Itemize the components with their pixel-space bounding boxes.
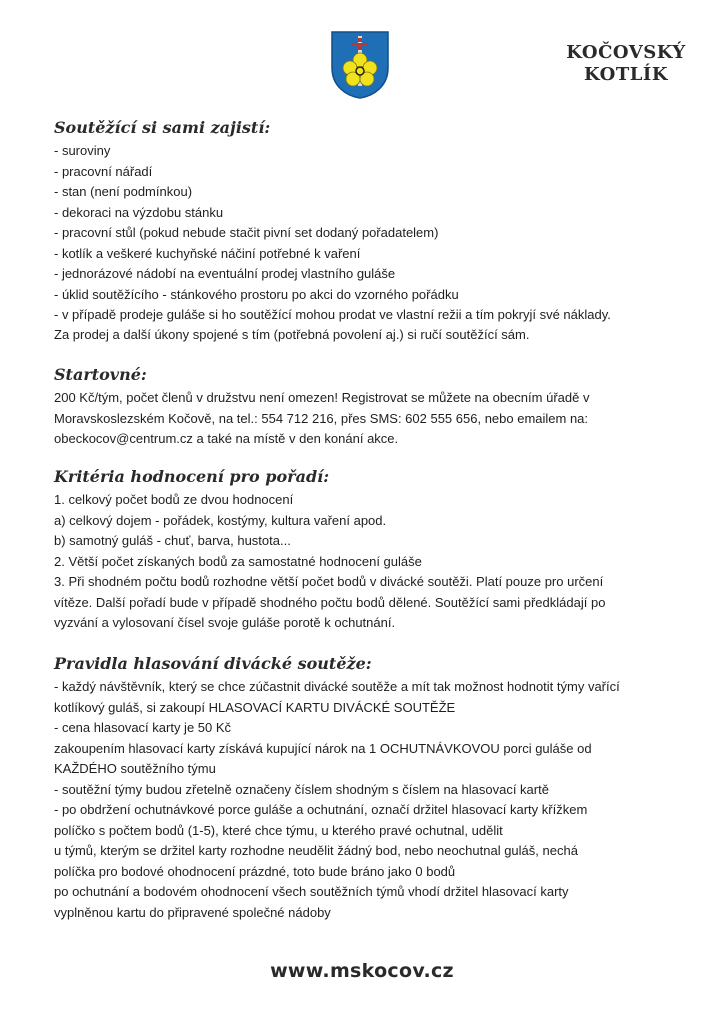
list-item: 3. Při shodném počtu bodů rozhodne větší počet bodů v divácké soutěži. Platí pouze pro určení <box>54 574 604 589</box>
section-entry-fee <box>54 364 694 450</box>
section-heading: Startovné: <box>54 365 147 384</box>
text-line: obeckocov@centrum.cz a také na místě v den konání akce. <box>54 431 399 446</box>
list-item: - po obdržení ochutnávkové porce guláše a ochutnání, označí držitel hlasovací karty křížkem <box>54 802 588 817</box>
list-item: zakoupením hlasovací karty získává kupující nárok na 1 OCHUTNÁVKOVOU porci guláše od <box>54 740 592 756</box>
section-contestant-supplies <box>54 117 694 343</box>
list-item: vyplněnou kartu do připravené společné nádoby <box>54 904 331 920</box>
list-item: KAŽDÉHO soutěžního týmu <box>54 761 216 776</box>
section-heading: Kritéria hodnocení pro pořadí: <box>54 467 330 486</box>
list-item: 2. Větší počet získaných bodů za samostatné hodnocení guláše <box>54 553 422 569</box>
list-item: - úklid soutěžícího - stánkového prostoru po akci do vzorného pořádku <box>54 286 459 302</box>
list-item: - kotlík a veškeré kuchyňské náčiní potřebné k vaření <box>54 245 361 261</box>
list-item: - dekoraci na výzdobu stánku <box>54 204 224 220</box>
brand-line-2: KOTLÍK <box>584 64 668 85</box>
list-item: - pracovní stůl (pokud nebude stačit pivní set dodaný pořadatelem) <box>54 225 439 240</box>
list-item: vyzvání a vylosovaní čísel svoje guláše porotě k ochutnání. <box>54 615 396 630</box>
list-item: Za prodej a další úkony spojené s tím (potřebná povolení aj.) si ručí soutěžící sám. <box>54 326 530 342</box>
list-item: b) samotný guláš - chuť, barva, hustota... <box>54 533 291 548</box>
website-link[interactable]: www.mskocov.cz <box>270 960 454 982</box>
list-item: u týmů, kterým se držitel karty rozhodne neudělit žádný bod, nebo neochutnal guláš, nechá <box>54 843 578 858</box>
section-evaluation-criteria <box>54 466 694 634</box>
list-item: - v případě prodeje guláše si ho soutěžící mohou prodat ve vlastní režii a tím pokryjí své náklady. <box>54 307 611 322</box>
list-item: - pracovní nářadí <box>54 163 153 179</box>
text-line: 200 Kč/tým, počet členů v družstvu není omezen! Registrovat se můžete na obecním úřadě v <box>54 390 590 405</box>
list-item: - jednorázové nádobí na eventuální prodej vlastního guláše <box>54 266 396 281</box>
section-voting-rules <box>54 653 694 923</box>
list-item: - cena hlasovací karty je 50 Kč <box>54 720 232 735</box>
event-brand-logo <box>556 42 696 86</box>
list-item: vítěze. Další pořadí bude v případě shodného počtu bodů dělené. Soutěžící sami předkládají po <box>54 594 606 610</box>
list-item: políčka pro bodové ohodnocení prázdné, toto bude bráno jako 0 bodů <box>54 863 456 879</box>
list-item: - soutěžní týmy budou zřetelně označeny číslem shodným s číslem na hlasovací kartě <box>54 781 549 797</box>
section-heading: Soutěžící si sami zajistí: <box>54 118 271 137</box>
coat-of-arms-icon <box>328 28 392 100</box>
list-item: a) celkový dojem - pořádek, kostýmy, kultura vaření apod. <box>54 512 387 528</box>
list-item: po ochutnání a bodovém ohodnocení všech soutěžních týmů vhodí držitel hlasovací karty <box>54 884 569 899</box>
list-item: - každý návštěvník, který se chce zúčastnit divácké soutěže a mít tak možnost hodnotit týmy vařící <box>54 679 620 694</box>
list-item: 1. celkový počet bodů ze dvou hodnocení <box>54 492 294 507</box>
list-item: - suroviny <box>54 143 111 158</box>
list-item: - stan (není podmínkou) <box>54 184 193 199</box>
list-item: políčko s počtem bodů (1-5), které chce týmu, u kterého pravé ochutnal, udělit <box>54 822 503 838</box>
section-heading: Pravidla hlasování divácké soutěže: <box>54 654 372 673</box>
text-line: Moravskoslezském Kočově, na tel.: 554 712 216, přes SMS: 602 555 656, nebo emailem na: <box>54 410 589 426</box>
list-item: kotlíkový guláš, si zakoupí HLASOVACÍ KARTU DIVÁCKÉ SOUTĚŽE <box>54 699 456 715</box>
brand-line-1: KOČOVSKÝ <box>566 42 686 63</box>
